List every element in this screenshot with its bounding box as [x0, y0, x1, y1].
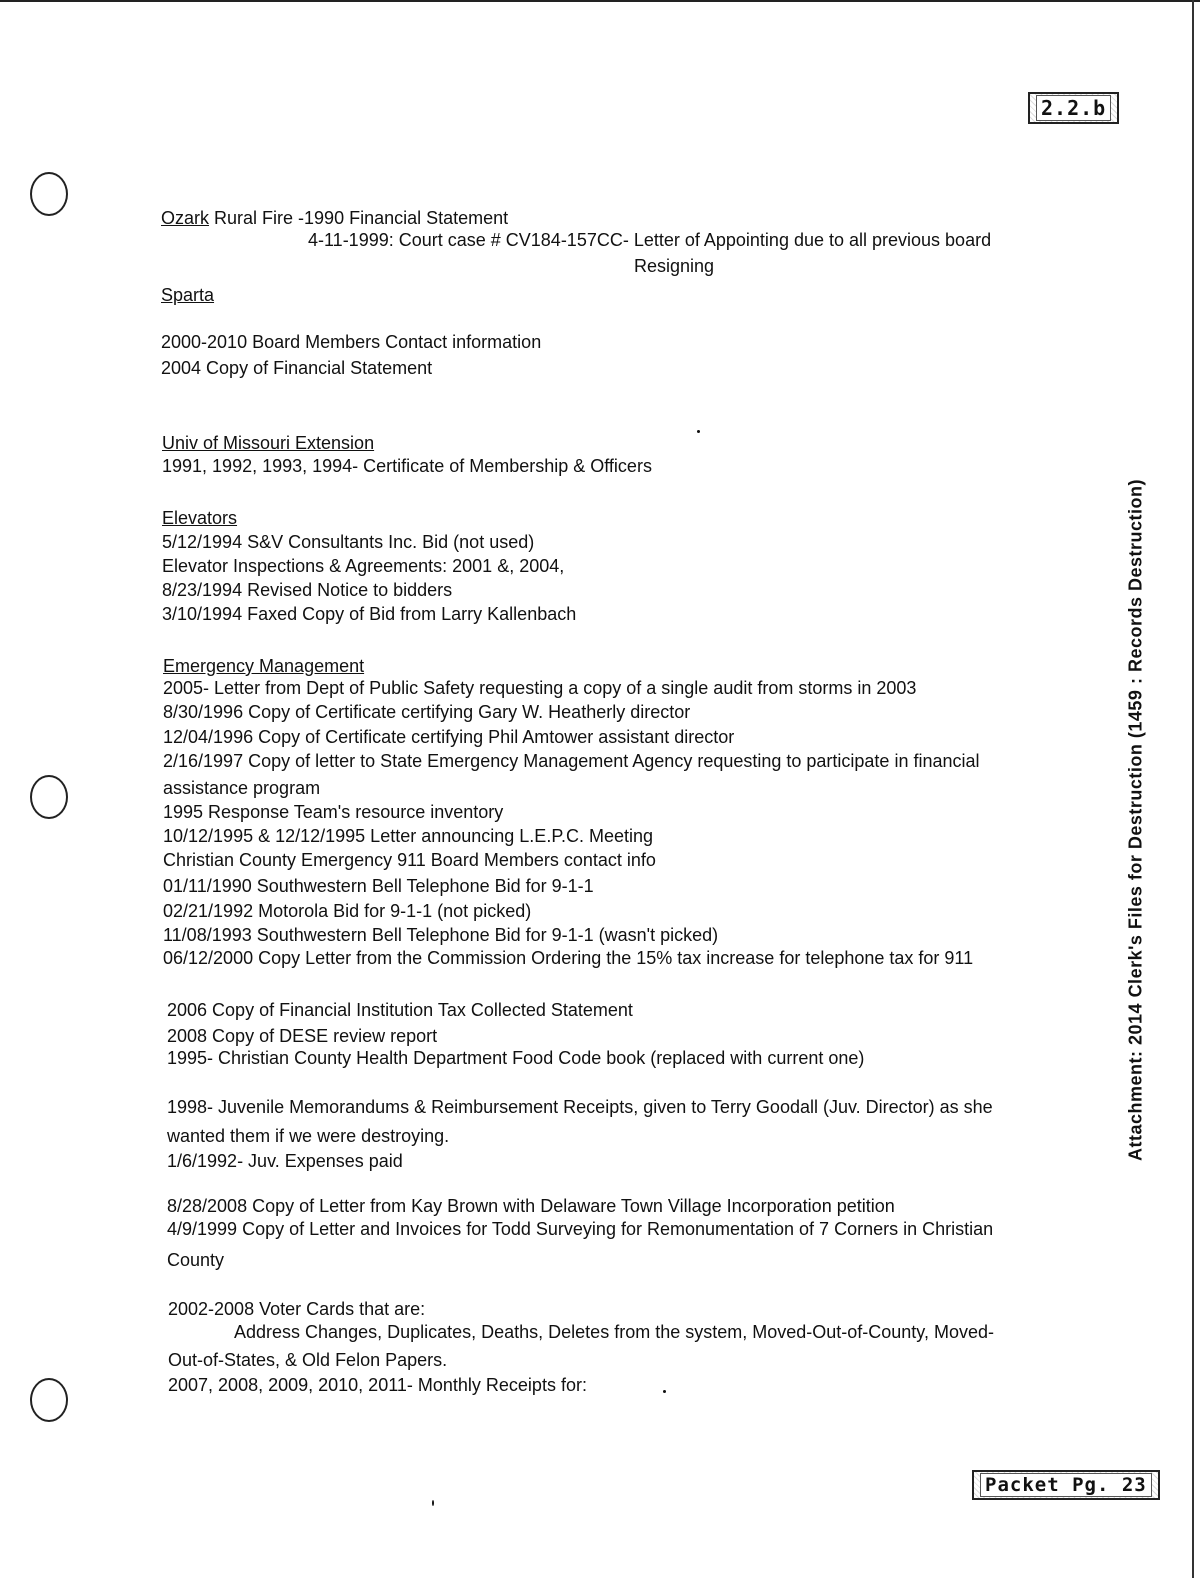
- voter-line: 2002-2008 Voter Cards that are:: [168, 1299, 426, 1319]
- list-item: 11/08/1993 Southwestern Bell Telephone Bid for 9-1-1 (wasn't picked): [163, 925, 719, 945]
- scan-edge-top: [0, 0, 1200, 2]
- packet-page-stamp: [972, 1470, 1160, 1500]
- list-item: 8/30/1996 Copy of Certificate certifying Gary W. Heatherly director: [163, 702, 691, 722]
- list-item: 1998- Juvenile Memorandums & Reimbursement Receipts, given to Terry Goodall (Juv. Director) as she: [167, 1097, 993, 1117]
- list-item: 1991, 1992, 1993, 1994- Certificate of Membership & Officers: [162, 456, 652, 476]
- punch-hole-middle: [30, 775, 68, 819]
- voter-line: Out-of-States, & Old Felon Papers.: [168, 1350, 448, 1370]
- scan-edge-right: [1192, 0, 1194, 1578]
- sparta-heading: Sparta: [161, 285, 215, 305]
- list-item: Christian County Emergency 911 Board Members contact info: [163, 850, 656, 870]
- item-stamp-text: 2.2.b: [1036, 95, 1111, 121]
- list-item: 02/21/1992 Motorola Bid for 9-1-1 (not picked): [163, 901, 532, 921]
- packet-page-text: Packet Pg. 23: [980, 1473, 1152, 1497]
- list-item: 2008 Copy of DESE review report: [167, 1026, 438, 1046]
- attachment-side-label: Attachment: 2014 Clerk's Files for Destruction (1459 : Records Destruction): [1125, 479, 1146, 1161]
- voter-line: Address Changes, Duplicates, Deaths, Deletes from the system, Moved-Out-of-County, Moved-: [234, 1322, 994, 1342]
- list-item: 8/28/2008 Copy of Letter from Kay Brown with Delaware Town Village Incorporation petition: [167, 1196, 895, 1216]
- item-stamp: [1028, 92, 1119, 124]
- list-item: 3/10/1994 Faxed Copy of Bid from Larry Kallenbach: [162, 604, 577, 624]
- ozark-title-rest: Rural Fire -1990 Financial Statement: [214, 208, 509, 228]
- list-item: 10/12/1995 & 12/12/1995 Letter announcing L.E.P.C. Meeting: [163, 826, 654, 846]
- list-item: 06/12/2000 Copy Letter from the Commission Ordering the 15% tax increase for telephone tax for 911: [163, 948, 974, 968]
- list-item: assistance program: [163, 778, 321, 798]
- ozark-court-cont: Resigning: [634, 256, 715, 276]
- list-item: 2004 Copy of Financial Statement: [161, 358, 433, 378]
- ozark-court-line: 4-11-1999: Court case # CV184-157CC- Letter of Appointing due to all previous board: [308, 230, 992, 250]
- univ-heading: Univ of Missouri Extension: [162, 433, 375, 453]
- list-item: 2006 Copy of Financial Institution Tax Collected Statement: [167, 1000, 633, 1020]
- list-item: 4/9/1999 Copy of Letter and Invoices for Todd Surveying for Remonumentation of 7 Corners in Christian: [167, 1219, 994, 1239]
- list-item: 2000-2010 Board Members Contact information: [161, 332, 542, 352]
- list-item: 01/11/1990 Southwestern Bell Telephone Bid for 9-1-1: [163, 876, 594, 896]
- punch-hole-bottom: [30, 1378, 68, 1422]
- list-item: wanted them if we were destroying.: [167, 1126, 450, 1146]
- list-item: 2005- Letter from Dept of Public Safety requesting a copy of a single audit from storms in 2003: [163, 678, 917, 698]
- list-item: 2/16/1997 Copy of letter to State Emergency Management Agency requesting to participate in financial: [163, 751, 980, 771]
- list-item: 5/12/1994 S&V Consultants Inc. Bid (not used): [162, 532, 535, 552]
- scan-speck: [663, 1390, 666, 1393]
- elevators-heading: Elevators: [162, 508, 238, 528]
- scan-speck: [697, 430, 700, 433]
- voter-line: 2007, 2008, 2009, 2010, 2011- Monthly Receipts for:: [168, 1375, 587, 1395]
- list-item: 12/04/1996 Copy of Certificate certifying Phil Amtower assistant director: [163, 727, 735, 747]
- list-item: 8/23/1994 Revised Notice to bidders: [162, 580, 453, 600]
- emergency-heading: Emergency Management: [163, 656, 365, 676]
- list-item: 1995 Response Team's resource inventory: [163, 802, 504, 822]
- list-item: Elevator Inspections & Agreements: 2001 &, 2004,: [162, 556, 565, 576]
- ozark-heading: Ozark: [161, 208, 210, 228]
- list-item: County: [167, 1250, 225, 1270]
- list-item: 1/6/1992- Juv. Expenses paid: [167, 1151, 403, 1171]
- punch-hole-top: [30, 172, 68, 216]
- list-item: 1995- Christian County Health Department Food Code book (replaced with current one): [167, 1048, 865, 1068]
- ozark-title-line: [161, 208, 508, 229]
- scan-speck: [432, 1500, 434, 1506]
